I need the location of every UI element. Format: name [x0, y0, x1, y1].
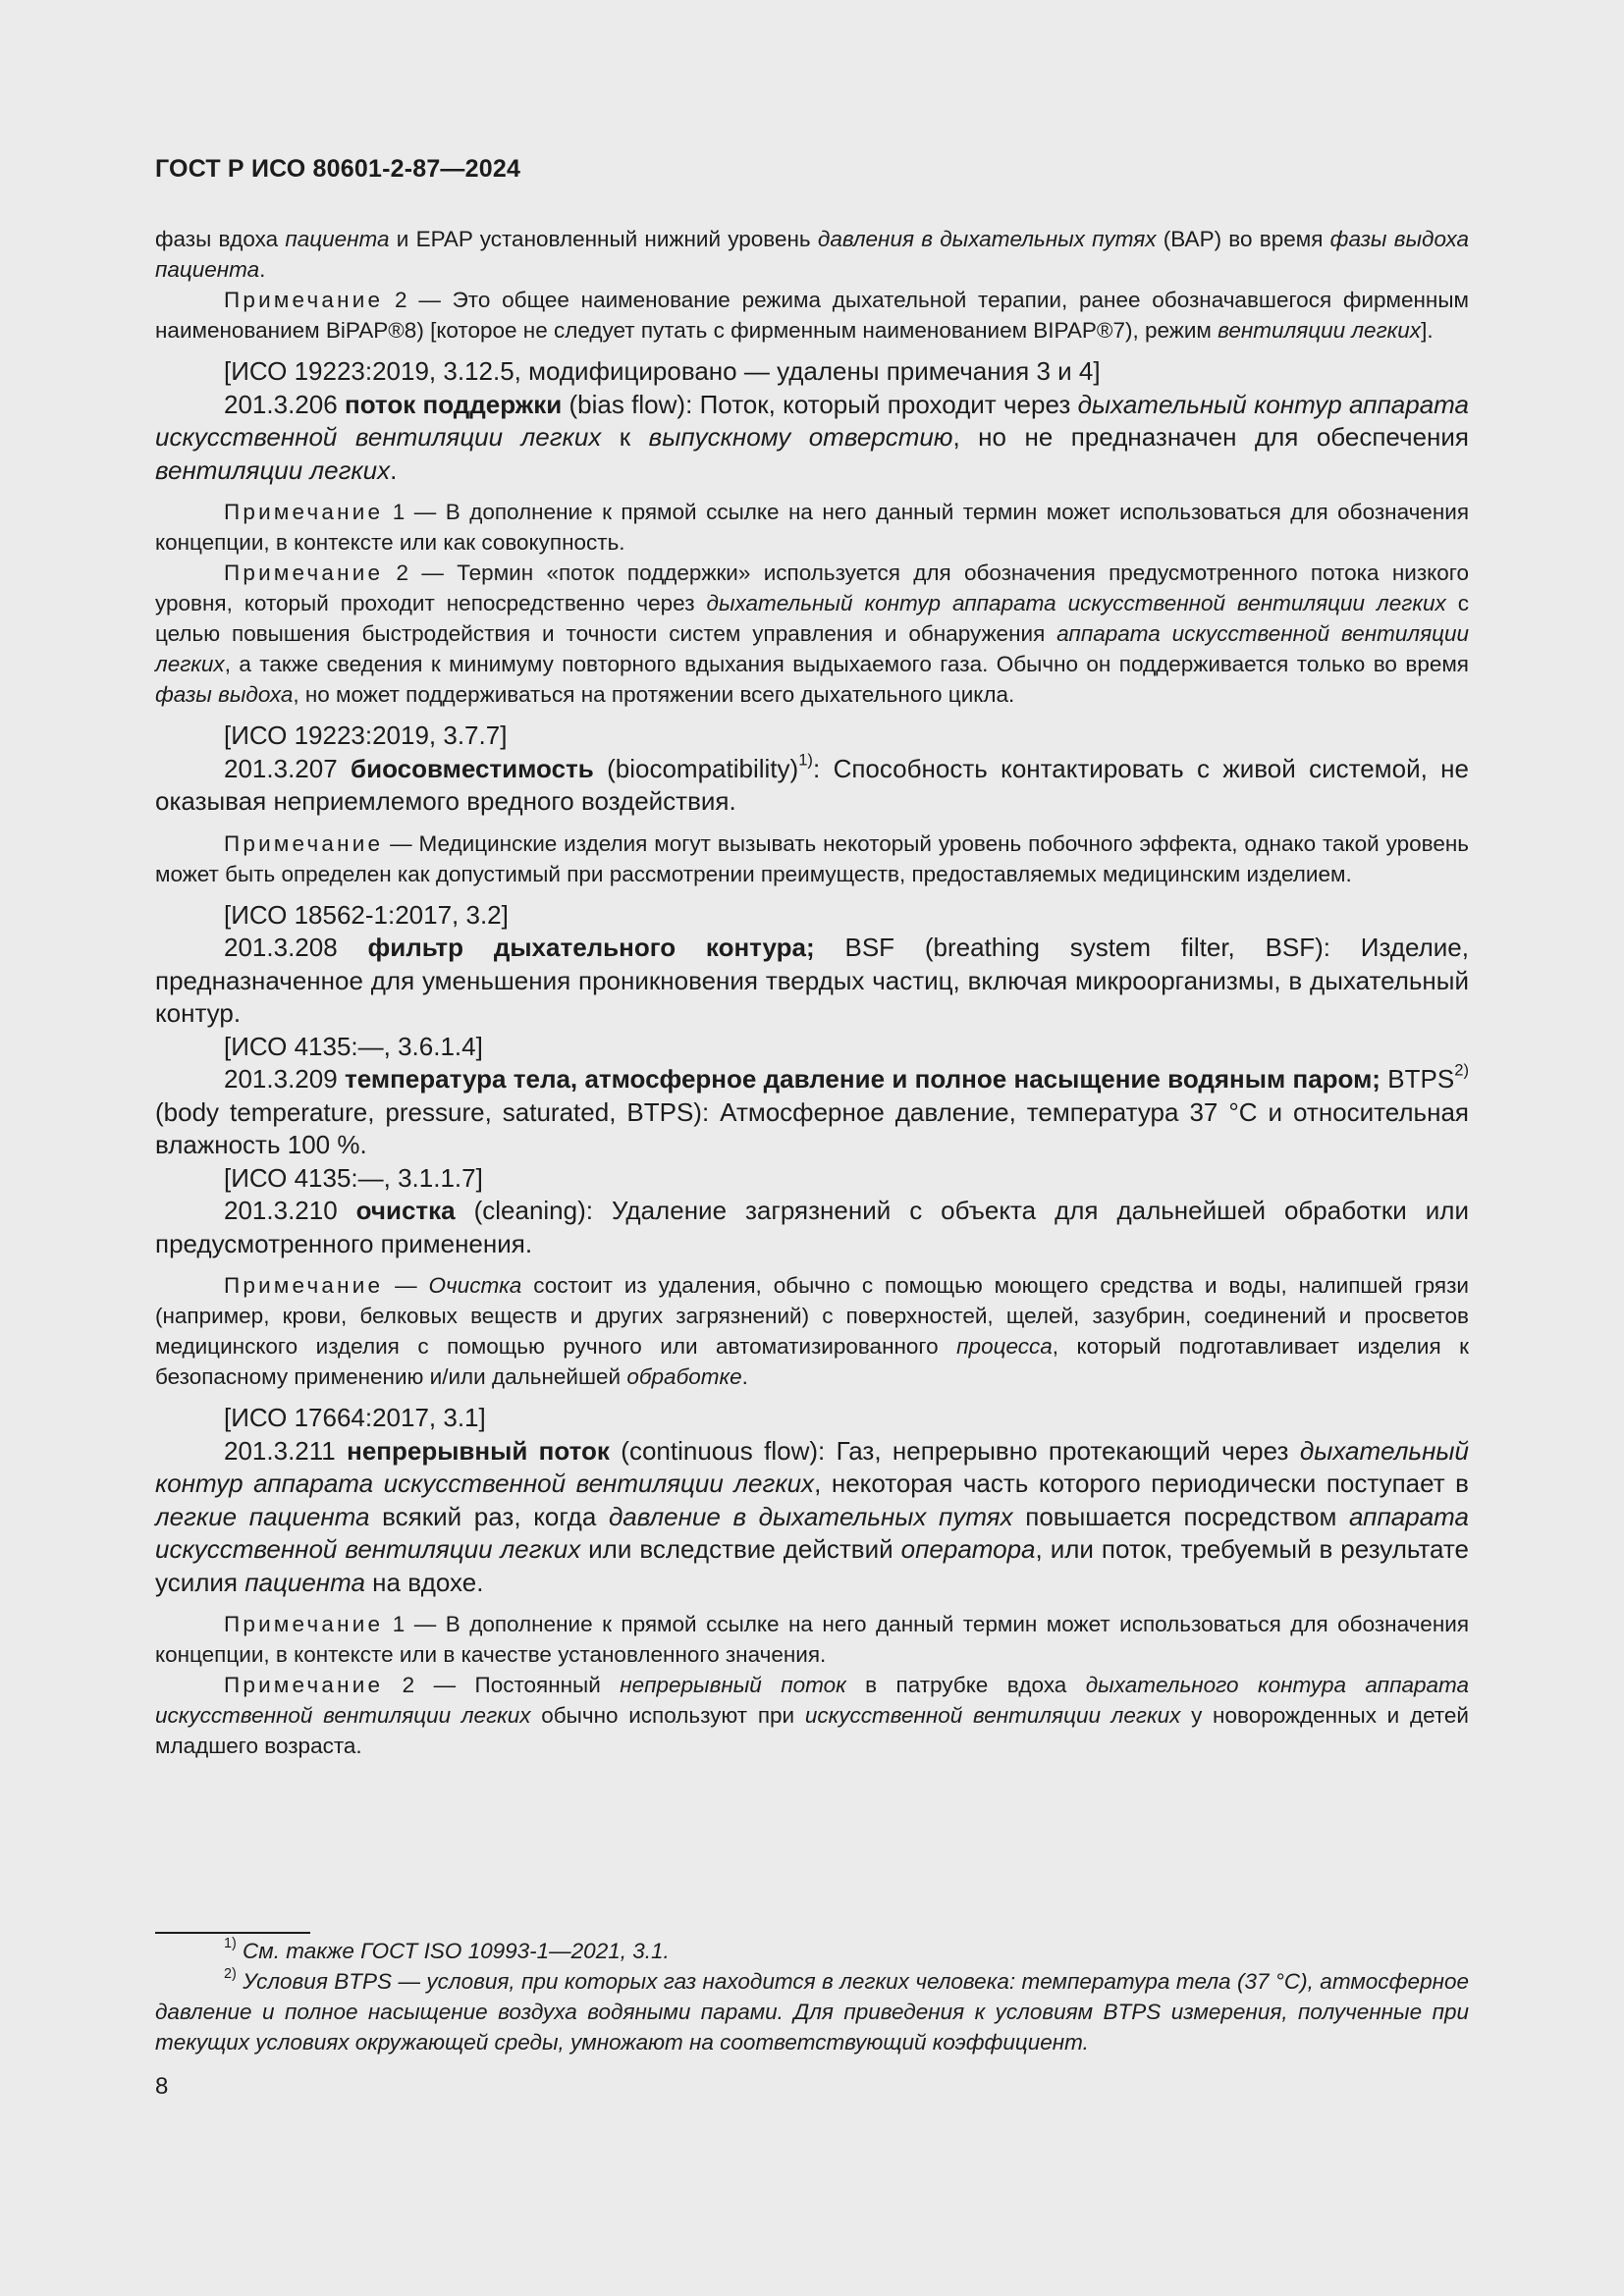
definition-201-3-211: 201.3.211 непрерывный поток (continuous flow): Газ, непрерывно протекающий через дыхательный контур аппарата искусственной вентиляции легких, некоторая часть которого периодически поступает в легкие пациента всякий раз, когда давление в дыхательных путях повышается посредством аппарата искусственной вентиляции легких или вследствие действий оператора, или поток, требуемый в результате усилия пациента на вдохе.: [155, 1435, 1469, 1597]
note-paragraph: Примечание 2 — Постоянный непрерывный поток в патрубке вдоха дыхательного контура аппарата искусственной вентиляции легких обычно используют при искусственной вентиляции легких у новорожденных и детей младшего возраста.: [155, 1673, 1469, 1758]
footnote-ref: 1): [798, 750, 813, 770]
footnote-mark: 1): [224, 1936, 237, 1952]
note-paragraph: Примечание — Очистка состоит из удаления, обычно с помощью моющего средства и воды, налипшей грязи (например, крови, белковых веществ и других загрязнений) с поверхностей, щелей, зазубрин, соединений и просветов медицинского изделия с помощью ручного или автоматизированного процесса, который подготавливает изделия к безопасному применению и/или дальнейшей обработке.: [155, 1273, 1469, 1389]
footnote-ref: 2): [1454, 1060, 1469, 1080]
note-label: Примечание: [224, 1612, 384, 1636]
footnotes: [155, 1936, 1469, 2057]
footnote-mark: 2): [224, 1966, 237, 1983]
definition-201-3-207: 201.3.207 биосовместимость (biocompatibility)$^{1)}$: Способность контактировать с живой системой, не оказывая неприемлемого вредного воздействия.: [155, 750, 1469, 816]
term: очистка: [355, 1196, 456, 1225]
note-label: Примечание: [224, 830, 384, 856]
footnote: $^{2)}$ Условия BTPS — условия, при которых газ находится в легких человека: температура тела (37 °С), атмосферное давление и полное насыщение воздуха водяными парами. Для приведения к условиям BTPS измерения, полученные при текущих условиях окружающей среды, умножают на соответствующий коэффициент.: [155, 1966, 1469, 2055]
term: поток поддержки: [344, 389, 563, 419]
paragraph-continuation: фазы вдоха пациента и EPAP установленный нижний уровень давления в дыхательных путях (ВАР) во время фазы выдоха пациента.: [155, 227, 1469, 282]
note-paragraph: Примечание 2 — Термин «поток поддержки» используется для обозначения предусмотренного потока низкого уровня, который проходит непосредственно через дыхательный контур аппарата искусственной вентиляции легких с целью повышения быстродействия и точности систем управления и обнаружения аппарата искусственной вентиляции легких, а также сведения к минимуму повторного вдыхания выдыхаемого газа. Обычно он поддерживается только во время фазы выдоха, но может поддерживаться на протяжении всего дыхательного цикла.: [155, 561, 1469, 707]
source-reference: [ИСО 17664:2017, 3.1]: [224, 1403, 486, 1432]
term: фильтр дыхательного контура;: [367, 933, 815, 962]
note-paragraph: Примечание 1 — В дополнение к прямой ссылке на него данный термин может использоваться для обозначения концепции, в контексте или как совокупность.: [155, 500, 1470, 555]
note-label: Примечание: [224, 1673, 384, 1697]
term: температура тела, атмосферное давление и полное насыщение водяным паром;: [345, 1064, 1380, 1094]
note-paragraph: Примечание 1 — В дополнение к прямой ссылке на него данный термин может использоваться для обозначения концепции, в контексте или в качестве установленного значения.: [155, 1612, 1470, 1667]
source-reference: [ИСО 19223:2019, 3.12.5, модифицировано — удалены примечания 3 и 4]: [224, 356, 1101, 386]
note-paragraph: Примечание — Медицинские изделия могут вызывать некоторый уровень побочного эффекта, однако такой уровень может быть определен как допустимый при рассмотрении преимуществ, предоставляемых медицинским изделием.: [155, 830, 1469, 886]
term: непрерывный поток: [347, 1435, 610, 1466]
definition-201-3-210: 201.3.210 очистка (cleaning): Удаление загрязнений с объекта для дальнейшей обработки или предусмотренного применения.: [155, 1196, 1469, 1258]
footnote: $^{1)}$ См. также ГОСТ ISO 10993-1—2021, 3.1.: [224, 1936, 670, 1963]
note-label: Примечание: [224, 1273, 384, 1298]
source-reference: [ИСО 18562-1:2017, 3.2]: [224, 899, 509, 930]
note-label: Примечание: [224, 288, 384, 312]
footnote-divider: [155, 1932, 310, 1934]
document-header: ГОСТ Р ИСО 80601-2-87—2024: [155, 155, 521, 183]
source-reference: [ИСО 4135:—, 3.1.1.7]: [224, 1162, 483, 1193]
term: биосовместимость: [351, 753, 594, 783]
source-reference: [ИСО 19223:2019, 3.7.7]: [224, 721, 508, 750]
page-number: 8: [155, 2073, 169, 2100]
note-label: Примечание: [224, 561, 384, 585]
note-label: Примечание: [224, 500, 384, 524]
document-body: [155, 224, 1469, 1761]
definition-201-3-206: 201.3.206 поток поддержки (bias flow): Поток, который проходит через дыхательный контур аппарата искусственной вентиляции легких к выпускному отверстию, но не предназначен для обеспечения вентиляции легких.: [155, 389, 1469, 485]
note-paragraph: Примечание 2 — Это общее наименование режима дыхательной терапии, ранее обозначавшегося фирменным наименованием BiPAP®8) [которое не следует путать с фирменным наименованием BIPAP®7), режим вентиляции легких].: [155, 288, 1469, 343]
source-reference: [ИСО 4135:—, 3.6.1.4]: [224, 1031, 483, 1061]
definition-201-3-208: 201.3.208 фильтр дыхательного контура; BSF (breathing system filter, BSF): Изделие, предназначенное для уменьшения проникновения твердых частиц, включая микроорганизмы, в дыхательный контур.: [155, 933, 1469, 1028]
definition-201-3-209: 201.3.209 температура тела, атмосферное давление и полное насыщение водяным паром; BTPS$^{2)}$ (body temperature, pressure, saturated, BTPS): Атмосферное давление, температура 37 °С и относительная влажность 100 %.: [155, 1060, 1469, 1159]
